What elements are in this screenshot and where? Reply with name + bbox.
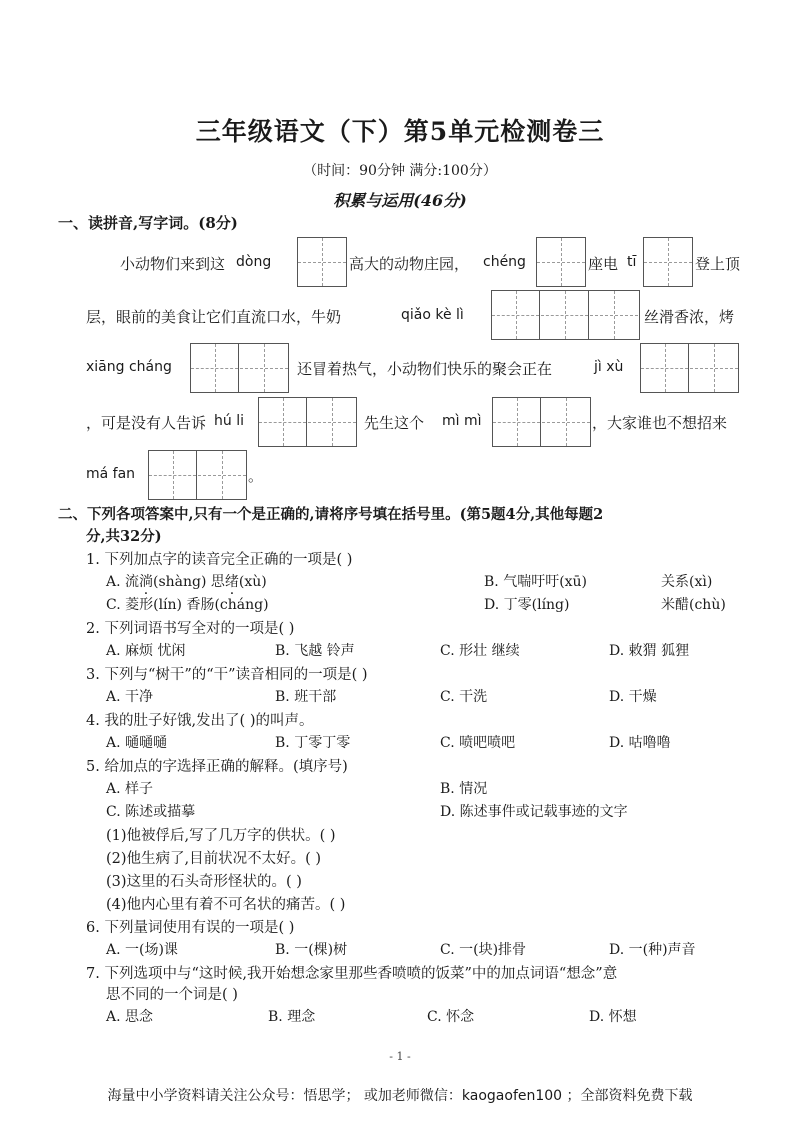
q1-option-b2: 关系(xì) (661, 574, 713, 590)
q6-option-b[interactable]: B. 一(棵)树 (275, 942, 348, 958)
s1-text: 层，眼前的美食让它们直流口水，牛奶 (86, 308, 342, 326)
pinyin-xiangchang: xiāng cháng (86, 359, 172, 375)
q5-sub-3: (3)这里的石头奇形怪状的。( ) (106, 874, 302, 890)
q3-option-a[interactable]: A. 干净 (106, 689, 154, 705)
section2-heading: 二、下列各项答案中,只有一个是正确的,请将序号填在括号里。(第5题4分,其他每题2 (58, 506, 604, 523)
q5-sub-4: (4)他内心里有着不可名状的痛苦。( ) (106, 897, 346, 913)
q7-option-c[interactable]: C. 怀念 (427, 1009, 475, 1025)
s1-text: 。 (248, 467, 264, 485)
pinyin-jixu: jì xù (594, 359, 624, 375)
answer-box[interactable] (492, 397, 591, 447)
pinyin-cheng: chéng (483, 254, 526, 270)
pinyin-huli: hú li (214, 413, 244, 429)
q5-option-d[interactable]: D. 陈述事件或记载事迹的文字 (440, 804, 628, 820)
s1-text: 登上顶 (695, 255, 741, 273)
question-7: 7. 下列选项中与“这时候,我开始想念家里那些香喷喷的饭菜”中的加点词语“想念”意 (86, 966, 618, 982)
answer-box[interactable] (536, 237, 586, 287)
q2-option-d[interactable]: D. 敕猬 狐狸 (609, 643, 690, 659)
page-title: 三年级语文（下）第5单元检测卷三 (195, 117, 605, 146)
q1-option-b[interactable]: B. 气喘吁吁(xū) (484, 574, 588, 590)
answer-box[interactable] (640, 343, 739, 393)
answer-box[interactable] (190, 343, 289, 393)
q1-option-d2: 米醋(chù) (661, 597, 726, 613)
s1-text: 座电 (588, 255, 619, 273)
pinyin-mafan: má fan (86, 466, 136, 482)
q7-option-a[interactable]: A. 思念 (106, 1009, 154, 1025)
q6-option-c[interactable]: C. 一(块)排骨 (440, 942, 527, 958)
time-score: （时间：90分钟 满分:100分） (303, 163, 497, 179)
q4-option-b[interactable]: B. 丁零丁零 (275, 735, 351, 751)
q4-option-d[interactable]: D. 咕噜噜 (609, 735, 671, 751)
s1-text: ，大家谁也不想招来 (592, 414, 728, 432)
question-7-cont: 思不同的一个词是( ) (106, 987, 238, 1003)
q5-option-b[interactable]: B. 情况 (440, 781, 488, 797)
q2-option-a[interactable]: A. 麻烦 忧闲 (106, 643, 186, 659)
question-4: 4. 我的肚子好饿,发出了( )的叫声。 (86, 713, 314, 729)
q4-option-c[interactable]: C. 喷吧喷吧 (440, 735, 516, 751)
question-2: 2. 下列词语书写全对的一项是( ) (86, 621, 295, 637)
s1-text: 丝滑香浓，烤 (644, 308, 735, 326)
q4-option-a[interactable]: A. 嗵嗵嗵 (106, 735, 168, 751)
s1-text: 先生这个 (364, 414, 425, 432)
section1-heading: 一、读拼音,写字词。(8分) (58, 214, 238, 232)
answer-box[interactable] (643, 237, 693, 287)
s1-text: 高大的动物庄园， (349, 255, 470, 273)
q5-sub-2: (2)他生病了,目前状况不太好。( ) (106, 851, 322, 867)
question-5: 5. 给加点的字选择正确的解释。(填序号) (86, 759, 348, 775)
q6-option-d[interactable]: D. 一(种)声音 (609, 942, 696, 958)
q2-option-b[interactable]: B. 飞越 铃声 (275, 643, 355, 659)
q3-option-d[interactable]: D. 干燥 (609, 689, 657, 705)
question-3: 3. 下列与“树干”的“干”读音相同的一项是( ) (86, 667, 368, 683)
q1-option-a[interactable]: A. 流淌(shàng) 思绪(xù) (106, 574, 267, 590)
q5-option-c[interactable]: C. 陈述或描摹 (106, 804, 196, 820)
q5-option-a[interactable]: A. 样子 (106, 781, 154, 797)
q7-option-b[interactable]: B. 理念 (268, 1009, 316, 1025)
q2-option-c[interactable]: C. 形壮 继续 (440, 643, 520, 659)
question-1: 1. 下列加点字的读音完全正确的一项是( ) (86, 552, 353, 568)
pinyin-mimi: mì mì (442, 413, 482, 429)
question-6: 6. 下列量词使用有误的一项是( ) (86, 920, 295, 936)
q7-option-d[interactable]: D. 怀想 (589, 1009, 637, 1025)
pinyin-ti: tī (627, 254, 637, 270)
answer-box[interactable] (148, 450, 247, 500)
section2-heading-cont: 分,共32分) (86, 528, 162, 545)
pinyin-dong: dòng (236, 254, 272, 270)
answer-box[interactable] (491, 290, 640, 340)
q1-option-d[interactable]: D. 丁零(líng) (484, 597, 570, 613)
q6-option-a[interactable]: A. 一(场)课 (106, 942, 178, 958)
footer-note: 海量中小学资料请关注公众号：悟思学； 或加老师微信：kaogaofen100 ；全部资料免费下载 (107, 1088, 693, 1104)
s1-text: ，可是没有人告诉 (86, 414, 207, 432)
answer-box[interactable] (258, 397, 357, 447)
part-title: 积累与运用(46分) (333, 191, 467, 210)
s1-text: 还冒着热气，小动物们快乐的聚会正在 (297, 360, 553, 378)
q1-option-c[interactable]: C. 菱形(lín) 香肠(cháng) (106, 597, 269, 613)
pinyin-qiaokeli: qiǎo kè lì (401, 307, 464, 323)
page-number: - 1 - (389, 1050, 411, 1063)
answer-box[interactable] (297, 237, 347, 287)
s1-text: 小动物们来到这 (120, 255, 226, 273)
q5-sub-1: (1)他被俘后,写了几万字的供状。( ) (106, 828, 336, 844)
q3-option-b[interactable]: B. 班干部 (275, 689, 337, 705)
q3-option-c[interactable]: C. 干洗 (440, 689, 488, 705)
